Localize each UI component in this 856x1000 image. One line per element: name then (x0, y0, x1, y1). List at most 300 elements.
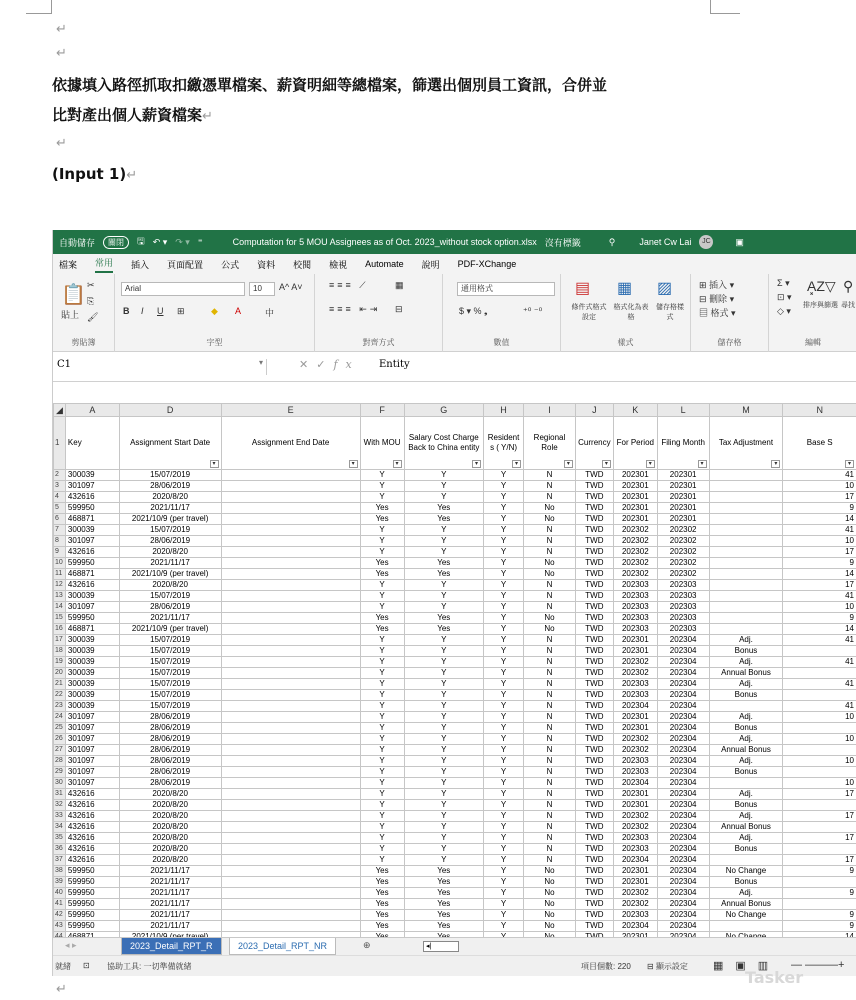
cell[interactable]: 202301 (613, 789, 657, 800)
cell[interactable]: TWD (575, 514, 613, 525)
cell[interactable]: Yes (360, 910, 404, 921)
fill-icon[interactable]: ⊡ ▾ (777, 292, 792, 302)
cell[interactable]: 202304 (657, 811, 709, 822)
cell[interactable]: TWD (575, 591, 613, 602)
cell[interactable]: Y (360, 855, 404, 866)
cell[interactable]: 202302 (657, 536, 709, 547)
filter-dropdown-icon[interactable]: ▾ (210, 460, 219, 468)
paste-button[interactable]: 貼上 (61, 310, 80, 320)
cell[interactable]: Y (484, 690, 524, 701)
cell[interactable]: 599950 (65, 558, 119, 569)
cell[interactable] (783, 800, 856, 811)
cell[interactable]: Adj. (709, 833, 783, 844)
cell[interactable]: 202303 (657, 591, 709, 602)
cell[interactable]: 202304 (657, 712, 709, 723)
paste-icon[interactable]: 📋 (61, 284, 86, 306)
cell[interactable]: 301097 (65, 745, 119, 756)
header-cell[interactable] (575, 417, 613, 470)
cell[interactable] (709, 525, 783, 536)
cell[interactable]: 15/07/2019 (119, 470, 221, 481)
row-number[interactable]: 41 (54, 899, 66, 910)
cell[interactable]: 17 (783, 547, 856, 558)
column-header[interactable]: F (360, 404, 404, 417)
cell[interactable]: 202304 (657, 921, 709, 932)
cell[interactable]: 300039 (65, 657, 119, 668)
border-icon[interactable]: ⊞ (177, 306, 185, 316)
cell[interactable]: No (524, 888, 576, 899)
cell[interactable]: 202302 (613, 734, 657, 745)
cell[interactable]: 202303 (613, 767, 657, 778)
font-grow-icon[interactable]: A^ A˅ (279, 282, 303, 292)
cell[interactable] (221, 492, 360, 503)
cell[interactable]: 202301 (613, 723, 657, 734)
cell[interactable]: 301097 (65, 767, 119, 778)
cell[interactable]: 300039 (65, 470, 119, 481)
cell[interactable]: TWD (575, 855, 613, 866)
cell[interactable]: 202304 (657, 657, 709, 668)
cell[interactable] (783, 767, 856, 778)
cell[interactable]: Y (404, 580, 484, 591)
cell[interactable]: 2020/8/20 (119, 800, 221, 811)
cell[interactable]: N (524, 734, 576, 745)
cell[interactable]: 202302 (613, 558, 657, 569)
cell[interactable]: 202304 (657, 888, 709, 899)
cell[interactable] (709, 503, 783, 514)
cell[interactable] (221, 591, 360, 602)
cell[interactable]: Bonus (709, 844, 783, 855)
cell[interactable]: 41 (783, 470, 856, 481)
row-number[interactable]: 16 (54, 624, 66, 635)
cell[interactable]: 202304 (657, 866, 709, 877)
cell[interactable] (221, 558, 360, 569)
cell[interactable]: TWD (575, 646, 613, 657)
cell[interactable]: N (524, 800, 576, 811)
column-header[interactable]: J (575, 404, 613, 417)
cell[interactable]: Y (484, 624, 524, 635)
cell[interactable]: Yes (360, 514, 404, 525)
cell[interactable]: Y (360, 745, 404, 756)
cell[interactable]: 432616 (65, 844, 119, 855)
cell[interactable]: 301097 (65, 481, 119, 492)
row-number[interactable]: 19 (54, 657, 66, 668)
cell[interactable]: TWD (575, 811, 613, 822)
cell[interactable]: Y (404, 800, 484, 811)
cell[interactable]: Y (360, 492, 404, 503)
cell[interactable]: 10 (783, 756, 856, 767)
cell[interactable]: 300039 (65, 701, 119, 712)
cell[interactable] (221, 690, 360, 701)
cell[interactable] (783, 745, 856, 756)
cell[interactable]: Y (484, 921, 524, 932)
cell[interactable]: Y (484, 855, 524, 866)
cell[interactable]: Y (360, 668, 404, 679)
cell[interactable]: TWD (575, 745, 613, 756)
fill-color-icon[interactable]: ◆ (211, 306, 218, 316)
cell[interactable]: 202304 (613, 778, 657, 789)
cell[interactable]: 2020/8/20 (119, 492, 221, 503)
cell[interactable]: Y (404, 811, 484, 822)
cell[interactable] (221, 613, 360, 624)
cell[interactable]: Y (484, 811, 524, 822)
cell[interactable]: N (524, 602, 576, 613)
cell[interactable]: 202303 (613, 624, 657, 635)
cell[interactable]: Y (484, 525, 524, 536)
cell[interactable]: Y (484, 668, 524, 679)
font-name-select[interactable]: Arial (121, 282, 245, 296)
cell[interactable]: 432616 (65, 833, 119, 844)
phonetic-icon[interactable]: 中 (265, 308, 275, 318)
cell[interactable]: Y (360, 635, 404, 646)
cell[interactable]: 2021/10/9 (per travel) (119, 569, 221, 580)
decimal-icon[interactable]: ⁺⁰ ⁻⁰ (523, 306, 543, 316)
cell[interactable]: Yes (404, 569, 484, 580)
cell[interactable] (221, 569, 360, 580)
cell[interactable]: 599950 (65, 921, 119, 932)
header-cell[interactable] (404, 417, 484, 470)
cell[interactable] (221, 525, 360, 536)
cell[interactable] (783, 844, 856, 855)
cell[interactable]: Y (360, 591, 404, 602)
cell[interactable]: Y (484, 910, 524, 921)
cell[interactable]: Y (484, 899, 524, 910)
filter-dropdown-icon[interactable]: ▾ (564, 460, 573, 468)
wrap-text-icon[interactable]: ▦ (395, 280, 404, 290)
cell[interactable]: 432616 (65, 580, 119, 591)
cell[interactable]: 599950 (65, 613, 119, 624)
cell[interactable]: 41 (783, 657, 856, 668)
sort-filter-button[interactable]: 排序與篩選 (803, 302, 838, 309)
cell[interactable]: N (524, 525, 576, 536)
cell[interactable]: 10 (783, 712, 856, 723)
cell[interactable]: Y (360, 536, 404, 547)
cell[interactable]: Y (360, 646, 404, 657)
header-cell[interactable] (221, 417, 360, 470)
cell[interactable]: 10 (783, 481, 856, 492)
cell[interactable]: 202302 (613, 569, 657, 580)
cell[interactable]: TWD (575, 778, 613, 789)
row-number[interactable]: 32 (54, 800, 66, 811)
cell[interactable]: 300039 (65, 591, 119, 602)
cell[interactable]: Yes (360, 877, 404, 888)
cell[interactable]: TWD (575, 668, 613, 679)
cell[interactable]: 2020/8/20 (119, 833, 221, 844)
column-header[interactable]: E (221, 404, 360, 417)
row-number[interactable]: 3 (54, 481, 66, 492)
cell[interactable]: 41 (783, 635, 856, 646)
cell[interactable]: Y (484, 888, 524, 899)
cell[interactable]: Y (484, 866, 524, 877)
cell[interactable]: 15/07/2019 (119, 679, 221, 690)
cell[interactable]: N (524, 767, 576, 778)
row-number[interactable]: 28 (54, 756, 66, 767)
cell[interactable]: 432616 (65, 800, 119, 811)
cell[interactable]: 10 (783, 602, 856, 613)
cell[interactable]: 28/06/2019 (119, 756, 221, 767)
cell[interactable]: Y (404, 822, 484, 833)
header-cell[interactable] (360, 417, 404, 470)
cell[interactable]: 2020/8/20 (119, 789, 221, 800)
row-number[interactable]: 29 (54, 767, 66, 778)
cell[interactable]: TWD (575, 558, 613, 569)
underline-icon[interactable]: U (157, 306, 164, 316)
cell[interactable]: TWD (575, 635, 613, 646)
cell[interactable]: Y (484, 591, 524, 602)
cell[interactable]: Y (360, 470, 404, 481)
cell[interactable] (709, 547, 783, 558)
row-number[interactable]: 10 (54, 558, 66, 569)
cell[interactable]: Adj. (709, 635, 783, 646)
cell[interactable] (783, 877, 856, 888)
cell[interactable]: 202304 (657, 844, 709, 855)
redo-icon[interactable]: ↷ ▾ (175, 236, 190, 247)
align-left-icon[interactable]: ≡≡≡ ⇤⇥ (329, 304, 381, 314)
cell[interactable] (221, 668, 360, 679)
cell[interactable]: 301097 (65, 778, 119, 789)
cell[interactable]: Y (360, 580, 404, 591)
cell[interactable]: Y (484, 844, 524, 855)
cell[interactable]: N (524, 547, 576, 558)
cell[interactable]: Y (360, 481, 404, 492)
cell[interactable]: 2021/11/17 (119, 888, 221, 899)
font-color-icon[interactable]: A (235, 306, 242, 316)
cell[interactable]: Y (484, 635, 524, 646)
cell[interactable]: 2021/11/17 (119, 910, 221, 921)
sheet-nav-icon[interactable]: ◂ ▸ (65, 940, 77, 950)
cell[interactable]: 15/07/2019 (119, 701, 221, 712)
cell[interactable]: N (524, 833, 576, 844)
cell[interactable]: 9 (783, 921, 856, 932)
find-button[interactable]: 尋找 (841, 302, 855, 309)
tab-view[interactable]: 檢視 (329, 259, 348, 270)
header-cell[interactable] (484, 417, 524, 470)
cell[interactable] (783, 690, 856, 701)
cell[interactable]: N (524, 591, 576, 602)
cell[interactable]: Yes (404, 514, 484, 525)
cell[interactable] (221, 734, 360, 745)
cell[interactable]: Yes (404, 877, 484, 888)
cell[interactable]: 9 (783, 888, 856, 899)
cell[interactable]: Y (484, 756, 524, 767)
cell[interactable] (221, 646, 360, 657)
cell[interactable]: Y (360, 525, 404, 536)
column-header[interactable]: L (657, 404, 709, 417)
cell[interactable]: TWD (575, 756, 613, 767)
cell[interactable]: 2021/11/17 (119, 613, 221, 624)
cell[interactable]: Y (484, 514, 524, 525)
cell[interactable]: 28/06/2019 (119, 723, 221, 734)
cell[interactable]: TWD (575, 602, 613, 613)
cell[interactable]: 599950 (65, 877, 119, 888)
cell[interactable] (221, 833, 360, 844)
insert-cells-button[interactable]: ⊞ 插入 ▾ (699, 280, 735, 290)
cell[interactable]: TWD (575, 657, 613, 668)
cell[interactable]: 599950 (65, 910, 119, 921)
row-number[interactable]: 23 (54, 701, 66, 712)
cell[interactable]: Y (404, 690, 484, 701)
search-icon[interactable]: ⚲ (608, 236, 616, 247)
cell[interactable] (221, 778, 360, 789)
cell[interactable]: 202303 (657, 613, 709, 624)
cell[interactable]: 202304 (657, 789, 709, 800)
cell[interactable]: Bonus (709, 767, 783, 778)
cell[interactable]: TWD (575, 547, 613, 558)
cell[interactable]: 202303 (657, 580, 709, 591)
cell[interactable] (221, 547, 360, 558)
cell[interactable]: 15/07/2019 (119, 525, 221, 536)
cell[interactable]: 15/07/2019 (119, 657, 221, 668)
cell[interactable]: 468871 (65, 569, 119, 580)
cell[interactable]: 202302 (657, 569, 709, 580)
cell[interactable] (221, 602, 360, 613)
row-number[interactable]: 26 (54, 734, 66, 745)
row-number[interactable]: 1 (54, 417, 66, 470)
cell[interactable]: Y (360, 811, 404, 822)
column-header[interactable]: M (709, 404, 783, 417)
row-number[interactable]: 9 (54, 547, 66, 558)
cell[interactable]: Y (484, 470, 524, 481)
currency-icon[interactable]: $ ▾ % ❟ (459, 306, 488, 316)
cell[interactable]: No (524, 899, 576, 910)
cell[interactable] (221, 789, 360, 800)
cell[interactable]: Y (404, 723, 484, 734)
cell[interactable]: 28/06/2019 (119, 602, 221, 613)
cell[interactable] (221, 635, 360, 646)
save-icon[interactable]: 🖫 (137, 236, 145, 246)
name-box-dropdown-icon[interactable]: ▾ (259, 358, 264, 367)
cell[interactable]: 2021/11/17 (119, 503, 221, 514)
cell[interactable]: 599950 (65, 899, 119, 910)
cell[interactable]: 2021/11/17 (119, 877, 221, 888)
cell[interactable]: Yes (360, 866, 404, 877)
cell[interactable]: Y (484, 679, 524, 690)
cell[interactable]: 28/06/2019 (119, 778, 221, 789)
cell[interactable]: 10 (783, 778, 856, 789)
name-box[interactable]: C1 (57, 359, 267, 375)
avatar[interactable]: JC (699, 235, 713, 249)
cell[interactable]: 17 (783, 580, 856, 591)
cell[interactable]: 202302 (613, 811, 657, 822)
cell[interactable]: Yes (360, 899, 404, 910)
cell[interactable] (709, 481, 783, 492)
conditional-format-icon[interactable]: ▤ (575, 280, 591, 297)
cell[interactable]: No (524, 910, 576, 921)
cell[interactable] (221, 877, 360, 888)
cell[interactable]: Y (404, 679, 484, 690)
cell[interactable]: 202301 (613, 492, 657, 503)
header-cell[interactable] (524, 417, 576, 470)
tab-file[interactable]: 檔案 (59, 259, 78, 270)
cell[interactable]: N (524, 646, 576, 657)
cell[interactable]: 15/07/2019 (119, 668, 221, 679)
cell[interactable]: N (524, 481, 576, 492)
cell[interactable]: Y (484, 822, 524, 833)
cell[interactable]: Yes (404, 888, 484, 899)
cell[interactable] (221, 503, 360, 514)
cell[interactable]: N (524, 580, 576, 591)
cell[interactable]: 9 (783, 866, 856, 877)
cell[interactable]: TWD (575, 866, 613, 877)
tab-automate[interactable]: Automate (365, 259, 404, 269)
cell[interactable]: N (524, 712, 576, 723)
cell[interactable]: Y (404, 712, 484, 723)
cell[interactable]: 10 (783, 536, 856, 547)
format-cells-button[interactable]: ▤ 格式 ▾ (699, 308, 736, 318)
cell[interactable] (709, 536, 783, 547)
cell[interactable]: Bonus (709, 723, 783, 734)
cell[interactable]: Y (484, 767, 524, 778)
cell[interactable]: Annual Bonus (709, 899, 783, 910)
row-number[interactable]: 27 (54, 745, 66, 756)
cell[interactable] (221, 899, 360, 910)
cell[interactable]: Y (484, 569, 524, 580)
cell[interactable]: 9 (783, 613, 856, 624)
cell[interactable]: 202303 (613, 591, 657, 602)
cell[interactable]: 202301 (613, 635, 657, 646)
cell[interactable]: N (524, 855, 576, 866)
cell[interactable]: 202304 (613, 921, 657, 932)
cell[interactable]: TWD (575, 569, 613, 580)
select-all-corner[interactable]: ◢ (54, 404, 66, 417)
cell[interactable]: Bonus (709, 800, 783, 811)
cell[interactable]: Yes (360, 569, 404, 580)
row-number[interactable]: 14 (54, 602, 66, 613)
cell[interactable] (783, 899, 856, 910)
cell[interactable]: 9 (783, 503, 856, 514)
cell[interactable]: 202304 (657, 822, 709, 833)
cell[interactable]: Y (484, 723, 524, 734)
cell[interactable]: Y (404, 547, 484, 558)
cell[interactable]: TWD (575, 877, 613, 888)
filter-dropdown-icon[interactable]: ▾ (472, 460, 481, 468)
header-cell[interactable] (119, 417, 221, 470)
cell[interactable]: 202304 (613, 855, 657, 866)
cell[interactable]: Y (484, 492, 524, 503)
cell[interactable]: 202302 (657, 558, 709, 569)
cell[interactable]: 202304 (657, 833, 709, 844)
cell[interactable]: 301097 (65, 712, 119, 723)
cell[interactable]: 300039 (65, 690, 119, 701)
cell[interactable]: Y (404, 591, 484, 602)
row-number[interactable]: 20 (54, 668, 66, 679)
cell[interactable]: Yes (404, 866, 484, 877)
row-number[interactable]: 43 (54, 921, 66, 932)
cell[interactable]: 28/06/2019 (119, 712, 221, 723)
cell[interactable]: Yes (404, 624, 484, 635)
cell[interactable]: 9 (783, 558, 856, 569)
cell-styles-icon[interactable]: ▨ (657, 280, 673, 297)
cell[interactable]: Y (360, 734, 404, 745)
cell[interactable]: Yes (360, 624, 404, 635)
cell[interactable]: N (524, 822, 576, 833)
cell[interactable]: 202303 (613, 580, 657, 591)
cell[interactable]: Y (404, 536, 484, 547)
filter-dropdown-icon[interactable]: ▾ (512, 460, 521, 468)
autosum-icon[interactable]: Σ ▾ (777, 278, 790, 288)
cell[interactable]: No (524, 624, 576, 635)
cell[interactable]: TWD (575, 492, 613, 503)
cell[interactable] (221, 701, 360, 712)
cell[interactable]: TWD (575, 690, 613, 701)
cell[interactable]: N (524, 679, 576, 690)
cell[interactable]: Y (404, 470, 484, 481)
cell[interactable]: TWD (575, 701, 613, 712)
row-number[interactable]: 21 (54, 679, 66, 690)
cell[interactable]: No (524, 877, 576, 888)
cell[interactable]: 202303 (613, 844, 657, 855)
row-number[interactable]: 35 (54, 833, 66, 844)
row-number[interactable]: 7 (54, 525, 66, 536)
cell[interactable]: Y (404, 701, 484, 712)
